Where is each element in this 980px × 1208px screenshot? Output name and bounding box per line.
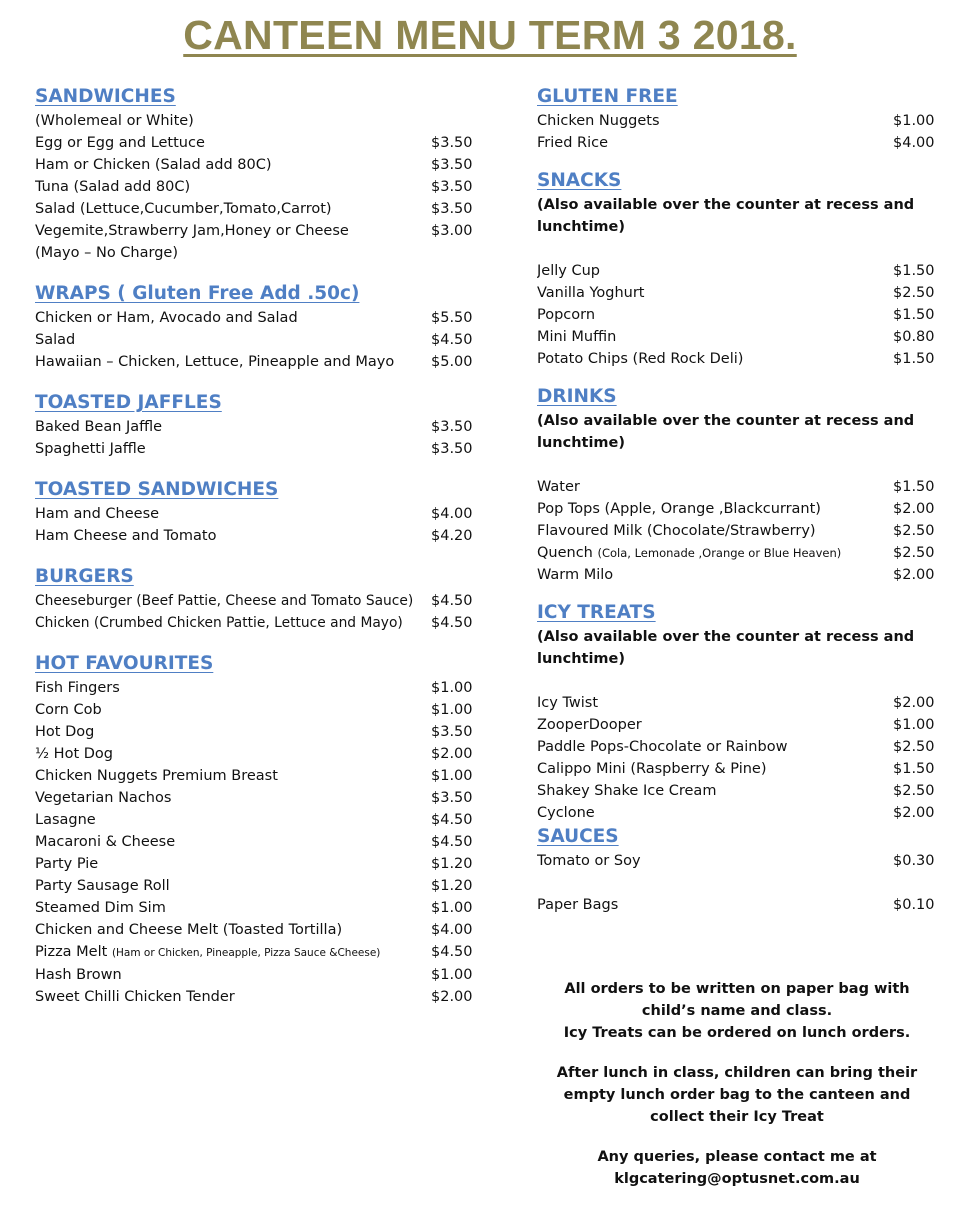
item-price: $1.00 bbox=[431, 702, 473, 718]
item-price: $2.00 bbox=[893, 501, 935, 517]
item-price: $5.00 bbox=[431, 354, 473, 370]
item-price: $3.00 bbox=[431, 223, 473, 239]
section-heading: SANDWICHES bbox=[35, 86, 176, 107]
menu-item bbox=[537, 758, 937, 780]
item-name: Spaghetti Jaffle bbox=[35, 441, 146, 457]
section-heading: GLUTEN FREE bbox=[537, 86, 678, 107]
item-name: Paper Bags bbox=[537, 897, 619, 913]
section-heading: DRINKS bbox=[537, 386, 617, 407]
menu-item bbox=[537, 802, 937, 824]
menu-item bbox=[537, 348, 937, 370]
item-price: $2.50 bbox=[893, 545, 935, 561]
item-name-main: Pizza Melt bbox=[35, 944, 112, 960]
item-name: ½ Hot Dog bbox=[35, 746, 113, 762]
after-lunch-note: After lunch in class, children can bring their empty lunch order bag to the canteen and collect their Icy Treat bbox=[556, 1065, 918, 1125]
item-price: $3.50 bbox=[431, 179, 473, 195]
menu-item bbox=[35, 831, 475, 853]
item-name: Shakey Shake Ice Cream bbox=[537, 783, 717, 799]
menu-item bbox=[35, 853, 475, 875]
order-instructions-line2: Icy Treats can be ordered on lunch orders. bbox=[563, 1025, 911, 1041]
item-name: Calippo Mini (Raspberry & Pine) bbox=[537, 761, 767, 777]
item-price: $0.30 bbox=[893, 853, 935, 869]
menu-item bbox=[537, 894, 937, 916]
spacer bbox=[537, 872, 937, 894]
left-column bbox=[35, 84, 475, 1025]
menu-item bbox=[537, 850, 937, 872]
item-price: $1.00 bbox=[431, 967, 473, 983]
item-price: $4.50 bbox=[431, 615, 473, 631]
item-name: Salad bbox=[35, 332, 76, 348]
item-name: Egg or Egg and Lettuce bbox=[35, 135, 205, 151]
item-price: $3.50 bbox=[431, 135, 473, 151]
menu-item bbox=[35, 721, 475, 743]
menu-item bbox=[35, 765, 475, 787]
item-name: Jelly Cup bbox=[537, 263, 600, 279]
item-name: Sweet Chilli Chicken Tender bbox=[35, 989, 235, 1005]
section-heading: SAUCES bbox=[537, 826, 619, 847]
item-name: Vegetarian Nachos bbox=[35, 790, 172, 806]
section-heading: TOASTED SANDWICHES bbox=[35, 479, 279, 500]
item-name: Party Sausage Roll bbox=[35, 878, 170, 894]
menu-item bbox=[537, 780, 937, 802]
item-price: $1.00 bbox=[893, 113, 935, 129]
item-price: $2.50 bbox=[893, 739, 935, 755]
item-name: Lasagne bbox=[35, 812, 96, 828]
menu-item bbox=[35, 677, 475, 699]
menu-item bbox=[35, 699, 475, 721]
menu-item bbox=[35, 986, 475, 1008]
section-sandwiches bbox=[35, 84, 475, 264]
section-heading: WRAPS ( Gluten Free Add .50c) bbox=[35, 283, 360, 304]
item-name: Popcorn bbox=[537, 307, 596, 323]
item-name: Ham or Chicken (Salad add 80C) bbox=[35, 157, 272, 173]
item-name: Hash Brown bbox=[35, 967, 122, 983]
section-note: (Also available over the counter at recess and lunchtime) bbox=[537, 413, 915, 451]
item-price: $1.00 bbox=[431, 768, 473, 784]
section-drinks bbox=[537, 384, 937, 586]
item-name: Vegemite,Strawberry Jam,Honey or Cheese bbox=[35, 223, 349, 239]
item-price: $2.00 bbox=[893, 567, 935, 583]
section-note: (Mayo – No Charge) bbox=[35, 245, 178, 261]
menu-item bbox=[537, 520, 937, 542]
item-price: $2.00 bbox=[893, 805, 935, 821]
menu-item bbox=[35, 132, 475, 154]
item-price: $1.00 bbox=[893, 717, 935, 733]
contact-note: Any queries, please contact me at klgcatering@optusnet.com.au bbox=[597, 1149, 877, 1187]
item-price: $0.80 bbox=[893, 329, 935, 345]
item-name: Fish Fingers bbox=[35, 680, 120, 696]
item-price: $4.50 bbox=[431, 812, 473, 828]
menu-item bbox=[35, 875, 475, 897]
item-price: $1.20 bbox=[431, 878, 473, 894]
item-price: $2.50 bbox=[893, 523, 935, 539]
section-wraps bbox=[35, 281, 475, 373]
menu-item bbox=[537, 564, 937, 586]
menu-item bbox=[35, 503, 475, 525]
item-name: Chicken (Crumbed Chicken Pattie, Lettuce and Mayo) bbox=[35, 615, 403, 631]
menu-item bbox=[35, 612, 475, 634]
item-name: Cheeseburger (Beef Pattie, Cheese and Tomato Sauce) bbox=[35, 593, 414, 609]
menu-item bbox=[537, 736, 937, 758]
right-column bbox=[537, 84, 937, 930]
menu-item bbox=[35, 438, 475, 460]
menu-item bbox=[35, 919, 475, 941]
section-note: (Also available over the counter at recess and lunchtime) bbox=[537, 197, 915, 235]
item-name: Steamed Dim Sim bbox=[35, 900, 166, 916]
item-price: $2.50 bbox=[893, 783, 935, 799]
item-name: Chicken or Ham, Avocado and Salad bbox=[35, 310, 298, 326]
item-name bbox=[537, 542, 893, 564]
section-burgers bbox=[35, 564, 475, 634]
item-name-main: Quench bbox=[537, 545, 598, 561]
item-price: $3.50 bbox=[431, 441, 473, 457]
item-name-detail: (Ham or Chicken, Pineapple, Pizza Sauce &Cheese) bbox=[111, 947, 381, 959]
item-name: Chicken Nuggets bbox=[537, 113, 660, 129]
menu-item bbox=[537, 542, 937, 564]
item-price: $4.00 bbox=[431, 922, 473, 938]
item-name: Baked Bean Jaffle bbox=[35, 419, 163, 435]
item-name: Chicken Nuggets Premium Breast bbox=[35, 768, 278, 784]
item-price: $2.00 bbox=[431, 989, 473, 1005]
item-name: Pop Tops (Apple, Orange ,Blackcurrant) bbox=[537, 501, 821, 517]
item-name: Water bbox=[537, 479, 580, 495]
section-sauces bbox=[537, 824, 937, 916]
menu-item bbox=[537, 132, 937, 154]
item-name: Corn Cob bbox=[35, 702, 102, 718]
section-snacks bbox=[537, 168, 937, 370]
section-heading: HOT FAVOURITES bbox=[35, 653, 214, 674]
menu-item bbox=[35, 941, 475, 964]
menu-item bbox=[35, 743, 475, 765]
item-price: $4.50 bbox=[431, 593, 473, 609]
item-name: Ham and Cheese bbox=[35, 506, 160, 522]
section-heading: ICY TREATS bbox=[537, 602, 656, 623]
menu-item bbox=[537, 110, 937, 132]
item-name: Ham Cheese and Tomato bbox=[35, 528, 217, 544]
menu-item bbox=[35, 525, 475, 547]
menu-item bbox=[35, 198, 475, 220]
item-name: Party Pie bbox=[35, 856, 99, 872]
footer-notes bbox=[537, 978, 937, 1208]
item-name: Hawaiian – Chicken, Lettuce, Pineapple and Mayo bbox=[35, 354, 395, 370]
item-price: $1.20 bbox=[431, 856, 473, 872]
item-price: $4.00 bbox=[431, 506, 473, 522]
section-gluten-free bbox=[537, 84, 937, 154]
item-name: Potato Chips (Red Rock Deli) bbox=[537, 351, 744, 367]
item-price: $2.00 bbox=[893, 695, 935, 711]
item-price: $4.50 bbox=[431, 834, 473, 850]
menu-item bbox=[35, 176, 475, 198]
menu-item bbox=[537, 282, 937, 304]
item-price: $4.50 bbox=[431, 332, 473, 348]
item-name-detail: (Cola, Lemonade ,Orange or Blue Heaven) bbox=[597, 546, 842, 560]
menu-item bbox=[537, 304, 937, 326]
menu-item bbox=[537, 476, 937, 498]
item-name: Paddle Pops-Chocolate or Rainbow bbox=[537, 739, 788, 755]
item-name: Cyclone bbox=[537, 805, 595, 821]
item-name: Macaroni & Cheese bbox=[35, 834, 176, 850]
item-name bbox=[35, 941, 431, 964]
item-name: Vanilla Yoghurt bbox=[537, 285, 645, 301]
section-heading: TOASTED JAFFLES bbox=[35, 392, 222, 413]
menu-item bbox=[35, 809, 475, 831]
item-price: $5.50 bbox=[431, 310, 473, 326]
menu-item bbox=[35, 964, 475, 986]
section-note: (Also available over the counter at recess and lunchtime) bbox=[537, 629, 915, 667]
menu-item bbox=[537, 714, 937, 736]
menu-item bbox=[35, 220, 475, 242]
item-price: $3.50 bbox=[431, 790, 473, 806]
section-note: (Wholemeal or White) bbox=[35, 113, 194, 129]
item-price: $0.10 bbox=[893, 897, 935, 913]
section-heading: SNACKS bbox=[537, 170, 622, 191]
item-name: Tomato or Soy bbox=[537, 853, 641, 869]
item-price: $1.50 bbox=[893, 479, 935, 495]
item-name: Fried Rice bbox=[537, 135, 609, 151]
menu-item bbox=[537, 260, 937, 282]
item-name: Mini Muffin bbox=[537, 329, 617, 345]
menu-item bbox=[35, 787, 475, 809]
item-price: $3.50 bbox=[431, 201, 473, 217]
menu-item bbox=[35, 307, 475, 329]
item-price: $1.50 bbox=[893, 307, 935, 323]
order-instructions bbox=[537, 978, 937, 1044]
item-price: $3.50 bbox=[431, 419, 473, 435]
section-heading: BURGERS bbox=[35, 566, 134, 587]
item-price: $4.20 bbox=[431, 528, 473, 544]
item-price: $4.50 bbox=[431, 944, 473, 960]
item-price: $2.00 bbox=[431, 746, 473, 762]
menu-item bbox=[35, 154, 475, 176]
item-price: $1.50 bbox=[893, 761, 935, 777]
item-name: Hot Dog bbox=[35, 724, 95, 740]
item-price: $2.50 bbox=[893, 285, 935, 301]
order-instructions-line1: All orders to be written on paper bag with child’s name and class. bbox=[564, 981, 910, 1019]
item-name: Chicken and Cheese Melt (Toasted Tortilla) bbox=[35, 922, 343, 938]
page-title: CANTEEN MENU TERM 3 2018. bbox=[183, 12, 797, 58]
item-name: Warm Milo bbox=[537, 567, 614, 583]
item-price: $1.00 bbox=[431, 900, 473, 916]
section-toasted-sandwiches bbox=[35, 477, 475, 547]
item-name: Flavoured Milk (Chocolate/Strawberry) bbox=[537, 523, 816, 539]
section-toasted-jaffles bbox=[35, 390, 475, 460]
section-icy-treats bbox=[537, 600, 937, 824]
item-name: Icy Twist bbox=[537, 695, 599, 711]
item-price: $3.50 bbox=[431, 157, 473, 173]
item-price: $1.50 bbox=[893, 263, 935, 279]
menu-item bbox=[35, 897, 475, 919]
menu-item bbox=[35, 590, 475, 612]
item-price: $1.00 bbox=[431, 680, 473, 696]
menu-item bbox=[537, 692, 937, 714]
item-name: ZooperDooper bbox=[537, 717, 642, 733]
item-name: Tuna (Salad add 80C) bbox=[35, 179, 191, 195]
menu-item bbox=[35, 351, 475, 373]
item-name: Salad (Lettuce,Cucumber,Tomato,Carrot) bbox=[35, 201, 332, 217]
item-price: $1.50 bbox=[893, 351, 935, 367]
menu-item bbox=[35, 416, 475, 438]
menu-item bbox=[35, 329, 475, 351]
item-price: $3.50 bbox=[431, 724, 473, 740]
item-price: $4.00 bbox=[893, 135, 935, 151]
menu-item bbox=[537, 326, 937, 348]
menu-item bbox=[537, 498, 937, 520]
section-hot-favourites bbox=[35, 651, 475, 1008]
